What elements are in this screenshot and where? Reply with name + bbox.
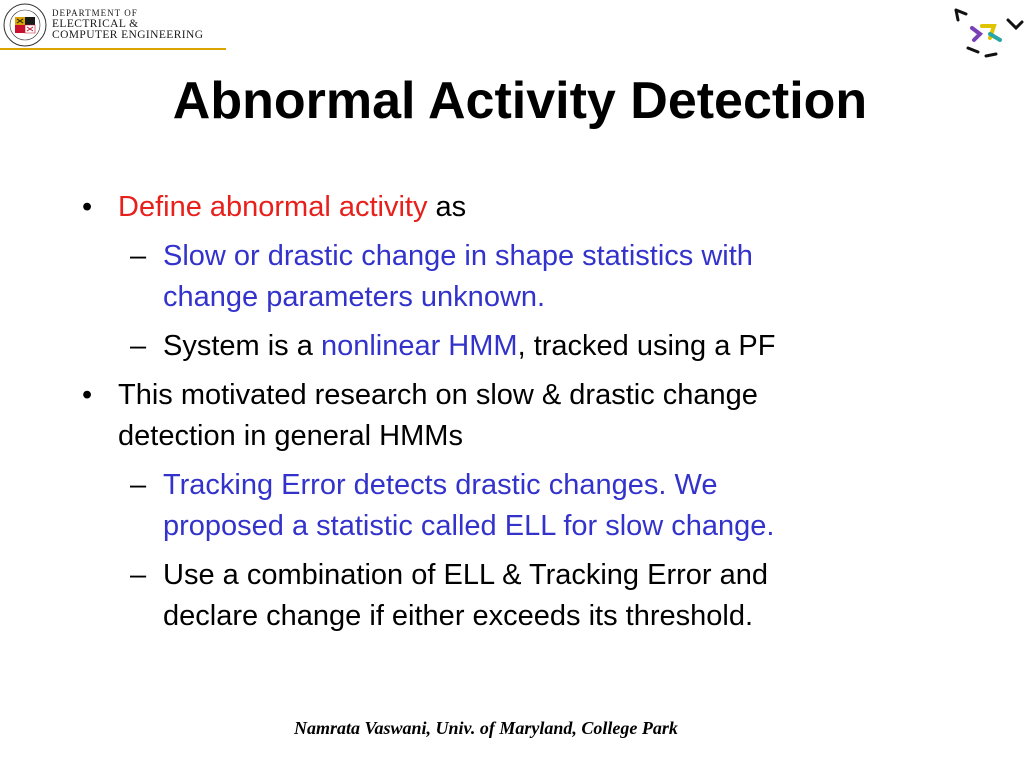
sub-2-2-line-2: declare change if either exceeds its threshold.	[163, 600, 754, 632]
sub-1-1-line-2: change parameters unknown.	[163, 281, 546, 313]
bullet-marker: •	[82, 191, 93, 223]
dept-line-3: COMPUTER ENGINEERING	[52, 29, 204, 41]
sub-2-2-line-1: Use a combination of ELL & Tracking Error and	[163, 559, 769, 591]
sub-1-2-highlight: nonlinear HMM	[320, 330, 518, 362]
sub-2-1-line-1: Tracking Error detects drastic changes. We	[163, 469, 718, 501]
sub-1-1-line-1: Slow or drastic change in shape statistics with	[163, 240, 753, 272]
bullet-2-line-1: This motivated research on slow & drastic change	[118, 379, 758, 411]
university-seal-icon	[3, 3, 47, 47]
sub-1-2-part-a: System is a	[163, 330, 321, 362]
sub-1-2-part-c: , tracked using a PF	[517, 330, 776, 362]
dept-line-1: DEPARTMENT OF	[52, 8, 138, 18]
sub-2-1-line-2: proposed a statistic called ELL for slow change.	[163, 510, 775, 542]
abstract-logo-icon	[950, 4, 1024, 64]
slide-title: Abnormal Activity Detection	[172, 72, 868, 130]
bullet-1-rest: as	[427, 191, 467, 223]
sub-bullet-marker: –	[130, 469, 147, 501]
sub-bullet-marker: –	[130, 330, 147, 362]
department-name	[52, 8, 203, 41]
sub-1-2-text	[163, 326, 775, 366]
bullet-1-highlight: Define abnormal activity	[118, 191, 428, 223]
sub-bullet-marker: –	[130, 559, 147, 591]
logo-underline	[0, 48, 226, 50]
bullet-marker: •	[82, 379, 93, 411]
department-logo	[0, 0, 226, 50]
sub-bullet-marker: –	[130, 240, 147, 272]
bullet-2-line-2: detection in general HMMs	[118, 420, 463, 452]
dept-line-2: ELECTRICAL &	[52, 18, 139, 30]
bullet-1-text	[118, 187, 466, 227]
slide-footer: Namrata Vaswani, Univ. of Maryland, College Park	[294, 718, 678, 738]
